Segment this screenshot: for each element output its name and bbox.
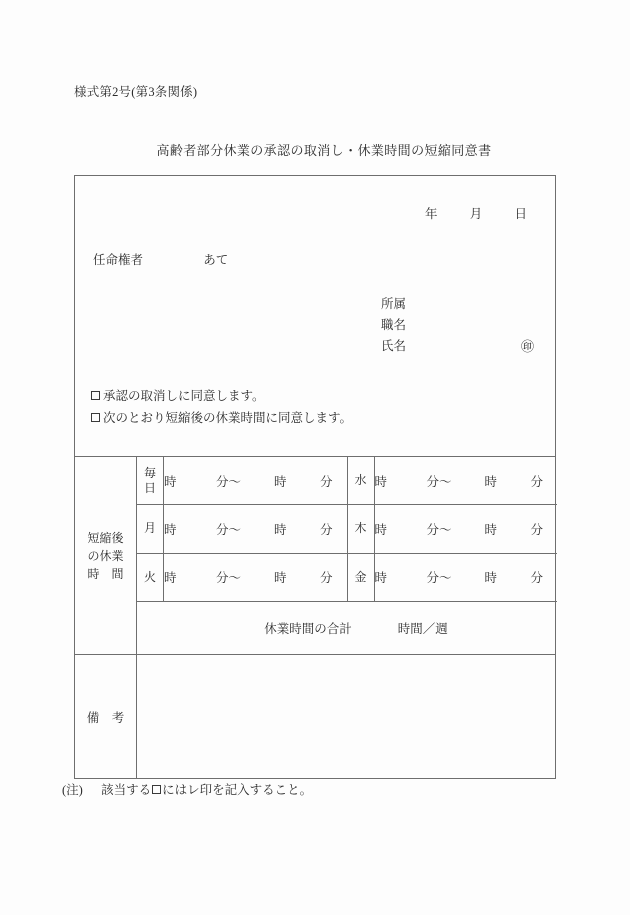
affiliation-label: 所属 [381,297,407,311]
footnote-text-before: 該当する [101,783,152,797]
addressee-suffix: あて [203,253,229,267]
time-minute-from-label: 分〜 [426,522,452,537]
remarks-label-text: 備 考 [86,710,125,725]
consent-item-reduction-label: 次のとおり短縮後の休業時間に同意します。 [103,411,353,425]
time-hour2-label: 時 [274,522,287,537]
addressee-line [93,250,228,268]
time-input-monday[interactable] [164,505,348,552]
schedule-row-label [75,457,137,654]
day-cell-everyday [137,457,164,504]
position-label: 職名 [381,318,407,332]
time-hour-label: 時 [374,522,388,537]
time-hour-label: 時 [374,474,388,489]
time-minute-from-label: 分〜 [426,474,452,489]
table-row [137,554,557,602]
time-hour-label: 時 [164,571,177,586]
seal-icon: ㊞ [521,339,535,354]
checkbox-icon[interactable] [91,391,100,400]
time-minute2-label: 分 [530,474,544,489]
time-minute-from-label: 分〜 [216,522,242,537]
affiliation-row [381,294,406,315]
schedule-day-rows [137,457,557,602]
time-hour-label: 時 [164,474,177,489]
remarks-label [75,655,137,778]
schedule-table [75,457,555,655]
document-title: 高齢者部分休業の承認の取消し・休業時間の短縮同意書 [156,143,492,158]
date-year-label: 年 [424,207,438,221]
time-input-wednesday[interactable] [375,457,558,504]
time-hour2-label: 時 [274,474,287,489]
day-label: 月 [143,521,156,536]
time-hour2-label: 時 [274,571,287,586]
remarks-section [75,655,555,778]
consent-item-cancel-label: 承認の取消しに同意します。 [103,389,265,403]
name-label: 氏名 [381,339,407,353]
day-label-line-1: 毎 [143,465,156,480]
checkbox-icon[interactable] [91,413,100,422]
date-day-label: 日 [514,207,527,221]
day-label: 金 [354,569,367,584]
schedule-row-label-line-3: 時 間 [87,566,124,581]
time-minute2-label: 分 [530,571,544,586]
time-minute-from-label: 分〜 [216,571,242,586]
total-hours-unit: 時間／週 [397,622,448,636]
name-row [381,336,535,357]
schedule-right [137,457,557,654]
time-minute2-label: 分 [320,474,333,489]
total-hours-row[interactable] [137,602,557,654]
addressee-authority: 任命権者 [93,253,144,267]
consent-item-cancel[interactable] [91,385,352,407]
position-row [381,315,406,336]
form-outer-box [74,175,556,779]
day-label: 水 [354,473,367,488]
time-hour2-label: 時 [484,522,498,537]
form-number: 様式第2号(第3条関係) [74,85,198,99]
table-row [137,505,557,553]
consent-checkbox-list [91,385,352,429]
day-cell-friday [348,554,375,601]
schedule-row-label-line-2: の休業 [87,548,124,563]
signature-block [381,294,535,357]
footnote [62,780,312,798]
day-label-line-2: 日 [143,480,156,495]
time-hour2-label: 時 [484,571,498,586]
time-minute2-label: 分 [320,522,333,537]
time-input-everyday[interactable] [164,457,348,504]
time-hour2-label: 時 [484,474,498,489]
checkbox-icon [152,785,161,794]
day-cell-tuesday [137,554,164,601]
day-cell-monday [137,505,164,552]
date-month-label: 月 [469,207,483,221]
time-minute-from-label: 分〜 [216,474,242,489]
time-minute2-label: 分 [530,522,544,537]
table-row [137,457,557,505]
footnote-text-after: にはレ印を記入すること。 [162,783,313,797]
date-line [425,204,527,222]
footnote-marker: (注) [62,783,83,797]
time-input-thursday[interactable] [375,505,558,552]
time-minute2-label: 分 [320,571,333,586]
consent-item-reduction[interactable] [91,407,352,429]
schedule-row-label-line-1: 短縮後 [87,530,124,545]
form-upper-section [75,176,555,457]
day-label: 火 [143,569,156,584]
total-hours-label: 休業時間の合計 [264,622,352,636]
time-hour-label: 時 [164,522,177,537]
day-cell-thursday [348,505,375,552]
time-minute-from-label: 分〜 [426,571,452,586]
day-cell-wednesday [348,457,375,504]
remarks-input[interactable] [137,655,555,778]
day-label: 木 [354,521,367,536]
time-hour-label: 時 [374,571,388,586]
time-input-friday[interactable] [375,554,558,601]
time-input-tuesday[interactable] [164,554,348,601]
